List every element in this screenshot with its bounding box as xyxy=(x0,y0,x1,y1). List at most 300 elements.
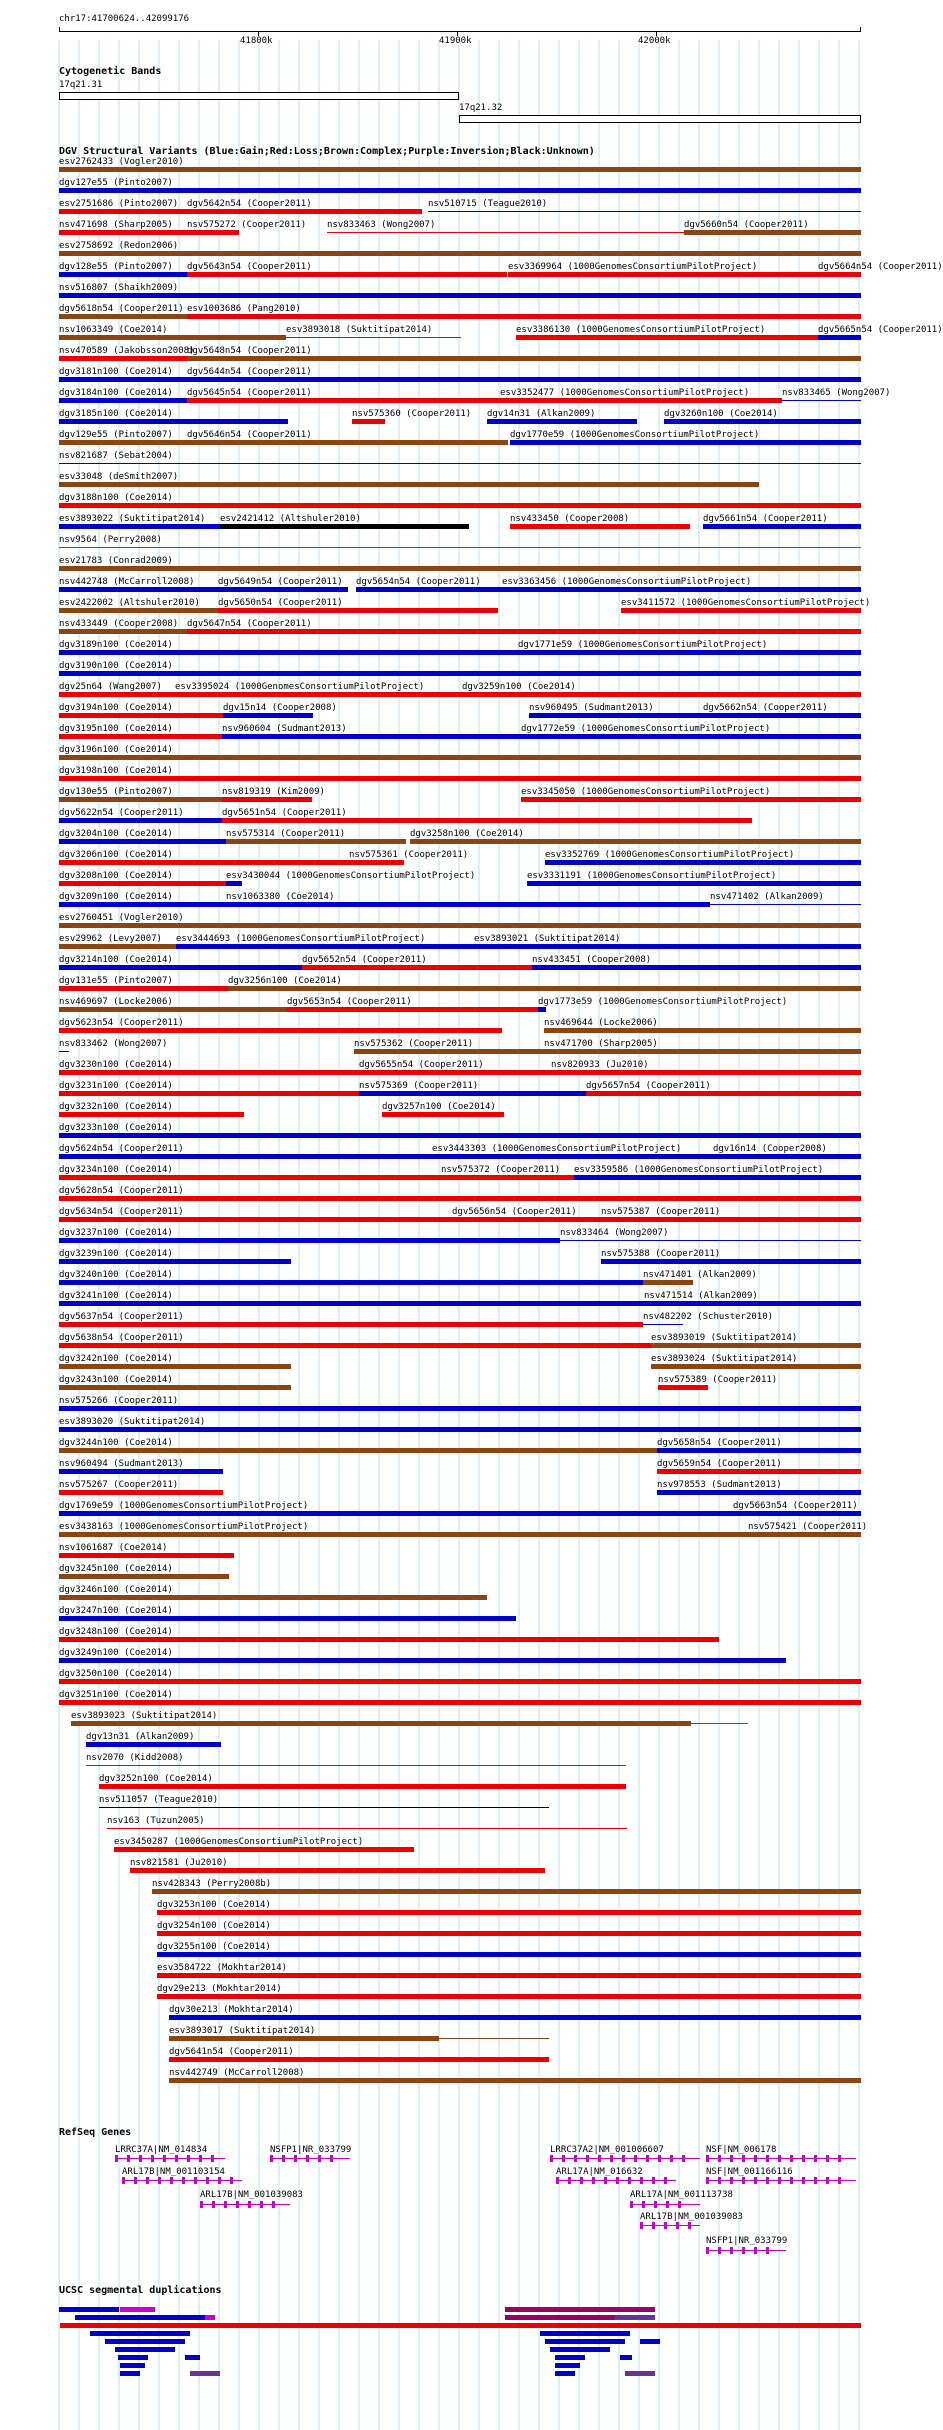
dgv-variant-bar[interactable] xyxy=(59,1343,651,1348)
dgv-variant-bar[interactable] xyxy=(59,1217,452,1222)
segdup-block[interactable] xyxy=(615,2315,655,2320)
dgv-variant-label: dgv3257n100 (Coe2014) xyxy=(382,1102,496,1112)
dgv-variant-bar[interactable] xyxy=(59,1553,234,1558)
dgv-variant-bar[interactable] xyxy=(327,232,684,233)
dgv-variant-bar[interactable] xyxy=(59,818,222,823)
dgv-variant-label: nsv2070 (Kidd2008) xyxy=(86,1753,184,1763)
cytoband-17q21-32[interactable] xyxy=(459,115,861,123)
refseq-exon xyxy=(646,2155,649,2162)
segdup-block[interactable] xyxy=(120,2307,155,2312)
refseq-gene-label[interactable]: ARL17A|NM_016632 xyxy=(556,2167,643,2177)
dgv-variant-bar[interactable] xyxy=(527,881,861,886)
dgv-variant-bar[interactable] xyxy=(500,398,782,403)
refseq-gene-line[interactable] xyxy=(706,2158,856,2159)
dgv-variant-bar[interactable] xyxy=(226,902,710,907)
dgv-variant-label: esv3352769 (1000GenomesConsortiumPilotProject) xyxy=(545,850,795,860)
segdup-block[interactable] xyxy=(505,2315,615,2320)
dgv-variant-bar[interactable] xyxy=(382,1112,504,1117)
segdup-block[interactable] xyxy=(505,2307,655,2312)
dgv-variant-bar[interactable] xyxy=(59,1301,644,1306)
dgv-variant-bar[interactable] xyxy=(130,1868,545,1873)
dgv-variant-bar[interactable] xyxy=(59,860,349,865)
dgv-variant-bar[interactable] xyxy=(657,1469,861,1474)
dgv-variant-label: dgv3194n100 (Coe2014) xyxy=(59,703,173,713)
segdup-block[interactable] xyxy=(205,2315,215,2320)
dgv-variant-bar[interactable] xyxy=(59,547,861,548)
dgv-variant-bar[interactable] xyxy=(59,1028,502,1033)
dgv-variant-bar[interactable] xyxy=(410,839,861,844)
dgv-variant-bar[interactable] xyxy=(59,440,187,445)
dgv-variant-bar[interactable] xyxy=(59,1051,69,1052)
refseq-exon xyxy=(318,2155,321,2162)
dgv-variant-bar[interactable] xyxy=(691,1723,748,1724)
dgv-variant-bar[interactable] xyxy=(59,692,175,697)
dgv-variant-label: nsv9564 (Perry2008) xyxy=(59,535,162,545)
dgv-variant-bar[interactable] xyxy=(107,1828,627,1829)
dgv-variant-bar[interactable] xyxy=(462,692,861,697)
dgv-variant-label: dgv3255n100 (Coe2014) xyxy=(157,1942,271,1952)
dgv-variant-bar[interactable] xyxy=(59,608,219,613)
dgv-variant-bar[interactable] xyxy=(432,1154,713,1159)
dgv-variant-bar[interactable] xyxy=(59,1091,359,1096)
segdup-block[interactable] xyxy=(75,2315,205,2320)
dgv-variant-bar[interactable] xyxy=(59,230,187,235)
dgv-variant-bar[interactable] xyxy=(114,1847,414,1852)
dgv-variant-bar[interactable] xyxy=(574,1175,861,1180)
dgv-variant-label: nsv821687 (Sebat2004) xyxy=(59,451,173,461)
dgv-variant-bar[interactable] xyxy=(439,2038,549,2039)
segdup-block[interactable] xyxy=(620,2355,632,2360)
cytoband-17q21-31[interactable] xyxy=(59,92,459,100)
refseq-gene-line[interactable] xyxy=(550,2158,700,2159)
refseq-gene-line[interactable] xyxy=(630,2204,700,2205)
dgv-variant-bar[interactable] xyxy=(59,251,861,256)
dgv-variant-bar[interactable] xyxy=(59,776,861,781)
dgv-variant-bar[interactable] xyxy=(218,587,348,592)
dgv-variant-bar[interactable] xyxy=(59,1385,291,1390)
dgv-variant-label: dgv5618n54 (Cooper2011) xyxy=(59,304,184,314)
dgv-variant-bar[interactable] xyxy=(187,209,422,214)
refseq-exon xyxy=(814,2155,817,2162)
dgv-variant-bar[interactable] xyxy=(59,1679,861,1684)
dgv-variant-bar[interactable] xyxy=(59,398,187,403)
dgv-variant-bar[interactable] xyxy=(428,211,861,212)
dgv-variant-bar[interactable] xyxy=(538,1007,546,1012)
dgv-variant-label: esv3369964 (1000GenomesConsortiumPilotProject) xyxy=(508,262,758,272)
dgv-variant-bar[interactable] xyxy=(356,587,502,592)
dgv-variant-bar[interactable] xyxy=(352,419,385,424)
dgv-variant-bar[interactable] xyxy=(59,1595,487,1600)
dgv-variant-bar[interactable] xyxy=(169,2036,439,2041)
dgv-variant-bar[interactable] xyxy=(220,524,469,529)
dgv-variant-label: dgv5661n54 (Cooper2011) xyxy=(703,514,828,524)
dgv-variant-label: nsv575267 (Cooper2011) xyxy=(59,1480,179,1490)
dgv-variant-bar[interactable] xyxy=(223,713,313,718)
refseq-gene-label[interactable]: ARL17B|NM_001039083 xyxy=(640,2212,743,2222)
refseq-exon xyxy=(730,2247,733,2254)
dgv-variant-label: nsv833465 (Wong2007) xyxy=(782,388,891,398)
dgv-variant-bar[interactable] xyxy=(59,188,861,193)
dgv-variant-label: dgv3181n100 (Coe2014) xyxy=(59,367,173,377)
dgv-variant-bar[interactable] xyxy=(59,1196,861,1201)
refseq-exon xyxy=(802,2177,805,2184)
dgv-variant-bar[interactable] xyxy=(59,1532,748,1537)
dgv-variant-label: nsv433450 (Cooper2008) xyxy=(510,514,630,524)
dgv-variant-bar[interactable] xyxy=(222,818,752,823)
refseq-exon xyxy=(664,2177,667,2184)
dgv-variant-label: nsv575360 (Cooper2011) xyxy=(352,409,472,419)
dgv-variant-bar[interactable] xyxy=(529,713,703,718)
dgv-variant-label: dgv3254n100 (Coe2014) xyxy=(157,1921,271,1931)
segdup-block[interactable] xyxy=(550,2347,610,2352)
dgv-variant-bar[interactable] xyxy=(354,1049,544,1054)
dgv-variant-bar[interactable] xyxy=(99,1784,626,1789)
refseq-gene-line[interactable] xyxy=(115,2158,225,2159)
dgv-variant-bar[interactable] xyxy=(59,1658,786,1663)
segdup-block[interactable] xyxy=(185,2355,200,2360)
segdup-block[interactable] xyxy=(555,2363,580,2368)
refseq-exon xyxy=(678,2201,681,2208)
dgv-variant-bar[interactable] xyxy=(359,1070,551,1075)
dgv-variant-bar[interactable] xyxy=(621,608,861,613)
dgv-variant-bar[interactable] xyxy=(59,1259,291,1264)
refseq-exon xyxy=(718,2177,721,2184)
refseq-exon xyxy=(151,2155,154,2162)
dgv-variant-bar[interactable] xyxy=(86,1765,626,1766)
dgv-variant-label: nsv471401 (Alkan2009) xyxy=(643,1270,757,1280)
dgv-variant-bar[interactable] xyxy=(713,1154,861,1159)
dgv-variant-bar[interactable] xyxy=(228,986,861,991)
dgv-variant-bar[interactable] xyxy=(71,1721,691,1726)
dgv-variant-bar[interactable] xyxy=(643,1324,683,1325)
dgv-variant-label: esv3893024 (Suktitipat2014) xyxy=(651,1354,798,1364)
dgv-variant-label: esv3438163 (1000GenomesConsortiumPilotProject) xyxy=(59,1522,309,1532)
refseq-exon xyxy=(766,2155,769,2162)
dgv-variant-bar[interactable] xyxy=(59,1490,223,1495)
segdup-block[interactable] xyxy=(118,2355,148,2360)
refseq-gene-label[interactable]: NSF|NM_006178 xyxy=(706,2145,777,2155)
dgv-variant-bar[interactable] xyxy=(510,440,861,445)
dgv-variant-label: dgv5624n54 (Cooper2011) xyxy=(59,1144,184,1154)
dgv-variant-bar[interactable] xyxy=(452,1217,601,1222)
refseq-exon xyxy=(634,2155,637,2162)
refseq-gene-label[interactable]: ARL17A|NM_001113738 xyxy=(630,2190,733,2200)
dgv-variant-bar[interactable] xyxy=(59,1322,643,1327)
refseq-gene-label[interactable]: LRRC37A2|NM_001006607 xyxy=(550,2145,664,2155)
dgv-variant-bar[interactable] xyxy=(521,734,861,739)
dgv-variant-bar[interactable] xyxy=(59,1406,861,1411)
dgv-variant-bar[interactable] xyxy=(187,356,861,361)
dgv-variant-bar[interactable] xyxy=(349,860,404,865)
dgv-variant-bar[interactable] xyxy=(59,209,194,214)
dgv-variant-bar[interactable] xyxy=(59,1112,244,1117)
dgv-variant-bar[interactable] xyxy=(157,1994,861,1999)
dgv-variant-bar[interactable] xyxy=(544,1049,861,1054)
segdup-block[interactable] xyxy=(115,2347,175,2352)
dgv-variant-bar[interactable] xyxy=(748,1532,861,1537)
dgv-variant-bar[interactable] xyxy=(59,902,226,907)
dgv-variant-bar[interactable] xyxy=(187,230,239,235)
dgv-variant-bar[interactable] xyxy=(502,587,861,592)
dgv-variant-bar[interactable] xyxy=(359,1091,586,1096)
dgv-variant-label: esv3893020 (Suktitipat2014) xyxy=(59,1417,206,1427)
dgv-variant-bar[interactable] xyxy=(59,314,187,319)
dgv-variant-bar[interactable] xyxy=(560,1240,861,1241)
dgv-variant-label: dgv30e213 (Mokhtar2014) xyxy=(169,2005,294,2015)
dgv-variant-label: nsv575388 (Cooper2011) xyxy=(601,1249,721,1259)
dgv-variant-bar[interactable] xyxy=(703,713,861,718)
dgv-variant-bar[interactable] xyxy=(59,167,861,172)
dgv-variant-label: nsv819319 (Kim2009) xyxy=(222,787,325,797)
refseq-exon xyxy=(628,2177,631,2184)
dgv-variant-bar[interactable] xyxy=(59,755,861,760)
dgv-variant-bar[interactable] xyxy=(59,944,176,949)
dgv-variant-bar[interactable] xyxy=(601,1259,861,1264)
refseq-exon xyxy=(640,2222,643,2229)
dgv-variant-bar[interactable] xyxy=(187,440,508,445)
segdup-track-title[interactable]: UCSC segmental duplications xyxy=(59,2285,222,2296)
dgv-variant-bar[interactable] xyxy=(59,1364,291,1369)
refseq-exon xyxy=(790,2155,793,2162)
dgv-variant-bar[interactable] xyxy=(59,587,219,592)
dgv-variant-bar[interactable] xyxy=(157,1910,861,1915)
dgv-variant-bar[interactable] xyxy=(222,797,312,802)
dgv-variant-bar[interactable] xyxy=(187,272,507,277)
dgv-variant-bar[interactable] xyxy=(818,272,861,277)
dgv-variant-bar[interactable] xyxy=(782,400,861,401)
dgv-variant-bar[interactable] xyxy=(544,1028,861,1033)
cytoband-label-2: 17q21.32 xyxy=(459,103,503,113)
dgv-variant-bar[interactable] xyxy=(59,1154,432,1159)
dgv-variant-label: nsv575314 (Cooper2011) xyxy=(226,829,346,839)
dgv-variant-bar[interactable] xyxy=(302,965,532,970)
dgv-variant-bar[interactable] xyxy=(59,524,220,529)
dgv-variant-bar[interactable] xyxy=(157,1973,861,1978)
dgv-variant-label: dgv128e55 (Pinto2007) xyxy=(59,262,173,272)
refseq-exon xyxy=(158,2177,161,2184)
dgv-variant-bar[interactable] xyxy=(59,1175,441,1180)
dgv-variant-bar[interactable] xyxy=(510,524,690,529)
dgv-variant-bar[interactable] xyxy=(59,503,861,508)
dgv-variant-bar[interactable] xyxy=(657,1448,861,1453)
dgv-variant-bar[interactable] xyxy=(818,335,861,340)
dgv-variant-bar[interactable] xyxy=(643,1280,693,1285)
dgv-variant-label: dgv3244n100 (Coe2014) xyxy=(59,1438,173,1448)
refseq-exon xyxy=(330,2155,333,2162)
dgv-variant-bar[interactable] xyxy=(169,2015,861,2020)
dgv-variant-bar[interactable] xyxy=(59,335,286,340)
dgv-variant-label: dgv3196n100 (Coe2014) xyxy=(59,745,173,755)
dgv-variant-bar[interactable] xyxy=(59,1238,560,1243)
dgv-variant-bar[interactable] xyxy=(99,1807,549,1808)
dgv-variant-bar[interactable] xyxy=(59,1637,719,1642)
dgv-variant-bar[interactable] xyxy=(658,1385,708,1390)
dgv-variant-bar[interactable] xyxy=(644,1301,861,1306)
dgv-variant-bar[interactable] xyxy=(59,293,861,298)
dgv-variant-bar[interactable] xyxy=(59,1700,861,1705)
dgv-variant-bar[interactable] xyxy=(59,923,861,928)
dgv-variant-bar[interactable] xyxy=(59,419,288,424)
dgv-variant-bar[interactable] xyxy=(59,356,187,361)
dgv-variant-bar[interactable] xyxy=(59,1280,643,1285)
dgv-variant-label: esv33048 (deSmith2007) xyxy=(59,472,179,482)
dgv-variant-label: nsv1063349 (Coe2014) xyxy=(59,325,168,335)
segdup-block[interactable] xyxy=(640,2339,660,2344)
dgv-variant-bar[interactable] xyxy=(521,797,861,802)
refseq-gene-line[interactable] xyxy=(640,2225,700,2226)
dgv-variant-bar[interactable] xyxy=(59,482,759,487)
dgv-variant-bar[interactable] xyxy=(157,1952,861,1957)
dgv-variant-bar[interactable] xyxy=(516,335,818,340)
refseq-gene-label[interactable]: ARL17B|NM_001039083 xyxy=(200,2190,303,2200)
segdup-block[interactable] xyxy=(59,2307,119,2312)
refseq-gene-label[interactable]: LRRC37A|NM_014834 xyxy=(115,2145,208,2155)
dgv-variant-bar[interactable] xyxy=(59,1070,359,1075)
dgv-variant-bar[interactable] xyxy=(169,2078,861,2083)
refseq-exon xyxy=(134,2177,137,2184)
dgv-variant-label: nsv1063380 (Coe2014) xyxy=(226,892,335,902)
dgv-variant-bar[interactable] xyxy=(551,1070,861,1075)
dgv-variant-bar[interactable] xyxy=(286,337,461,338)
refseq-exon xyxy=(146,2177,149,2184)
dgv-variant-bar[interactable] xyxy=(545,860,861,865)
dgv-variant-label: nsv833463 (Wong2007) xyxy=(327,220,436,230)
dgv-variant-bar[interactable] xyxy=(59,671,861,676)
dgv-track-title[interactable]: DGV Structural Variants (Blue:Gain;Red:Loss;Brown:Complex;Purple:Inversion;Black:Unknown) xyxy=(59,146,595,157)
refseq-exon xyxy=(718,2155,721,2162)
refseq-exon xyxy=(568,2177,571,2184)
dgv-variant-bar[interactable] xyxy=(287,1007,538,1012)
dgv-variant-bar[interactable] xyxy=(710,904,861,905)
segdup-block[interactable] xyxy=(105,2339,185,2344)
dgv-variant-bar[interactable] xyxy=(59,650,518,655)
segdup-block[interactable] xyxy=(120,2363,145,2368)
dgv-variant-label: esv2762433 (Vogler2010) xyxy=(59,157,184,167)
dgv-variant-bar[interactable] xyxy=(187,314,861,319)
refseq-gene-label[interactable]: NSF|NM_001166116 xyxy=(706,2167,793,2177)
dgv-variant-bar[interactable] xyxy=(441,1175,574,1180)
dgv-variant-bar[interactable] xyxy=(187,377,861,382)
refseq-gene-label[interactable]: NSFP1|NR_033799 xyxy=(706,2236,788,2246)
dgv-variant-bar[interactable] xyxy=(657,1490,861,1495)
segdup-block[interactable] xyxy=(160,2323,360,2328)
dgv-variant-bar[interactable] xyxy=(226,839,406,844)
dgv-variant-label: dgv5662n54 (Cooper2011) xyxy=(703,703,828,713)
dgv-variant-bar[interactable] xyxy=(222,734,521,739)
dgv-variant-bar[interactable] xyxy=(59,1427,861,1432)
dgv-variant-bar[interactable] xyxy=(59,734,222,739)
dgv-variant-label: esv3395024 (1000GenomesConsortiumPilotProject) xyxy=(175,682,425,692)
dgv-variant-bar[interactable] xyxy=(59,272,187,277)
dgv-variant-bar[interactable] xyxy=(59,1469,223,1474)
dgv-variant-label: dgv3247n100 (Coe2014) xyxy=(59,1606,173,1616)
dgv-variant-bar[interactable] xyxy=(59,881,226,886)
dgv-variant-bar[interactable] xyxy=(59,566,861,571)
dgv-variant-bar[interactable] xyxy=(59,463,861,464)
dgv-variant-bar[interactable] xyxy=(169,2057,549,2062)
refseq-gene-label[interactable]: NSFP1|NR_033799 xyxy=(270,2145,352,2155)
dgv-variant-bar[interactable] xyxy=(59,1007,287,1012)
segdup-block[interactable] xyxy=(625,2371,655,2376)
dgv-variant-bar[interactable] xyxy=(532,965,861,970)
dgv-variant-bar[interactable] xyxy=(518,650,861,655)
dgv-variant-bar[interactable] xyxy=(508,272,818,277)
dgv-variant-label: dgv3259n100 (Coe2014) xyxy=(462,682,576,692)
dgv-variant-bar[interactable] xyxy=(487,419,637,424)
dgv-variant-bar[interactable] xyxy=(176,944,474,949)
dgv-variant-label: nsv575421 (Cooper2011) xyxy=(748,1522,868,1532)
dgv-variant-bar[interactable] xyxy=(651,1343,861,1348)
segdup-block[interactable] xyxy=(540,2331,630,2336)
dgv-variant-bar[interactable] xyxy=(226,881,242,886)
dgv-variant-bar[interactable] xyxy=(664,419,861,424)
dgv-variant-bar[interactable] xyxy=(59,797,222,802)
dgv-variant-bar[interactable] xyxy=(175,692,462,697)
dgv-variant-bar[interactable] xyxy=(218,608,498,613)
dgv-variant-bar[interactable] xyxy=(733,1511,861,1516)
dgv-variant-bar[interactable] xyxy=(187,629,861,634)
dgv-variant-bar[interactable] xyxy=(59,965,302,970)
dgv-variant-label: dgv5657n54 (Cooper2011) xyxy=(586,1081,711,1091)
dgv-variant-bar[interactable] xyxy=(59,629,187,634)
dgv-variant-label: dgv1769e59 (1000GenomesConsortiumPilotProject) xyxy=(59,1501,309,1511)
dgv-variant-label: esv3345050 (1000GenomesConsortiumPilotProject) xyxy=(521,787,771,797)
dgv-variant-label: esv3450287 (1000GenomesConsortiumPilotProject) xyxy=(114,1837,364,1847)
dgv-variant-bar[interactable] xyxy=(651,1364,861,1369)
dgv-variant-bar[interactable] xyxy=(474,944,861,949)
segdup-block[interactable] xyxy=(555,2371,575,2376)
dgv-variant-bar[interactable] xyxy=(187,398,500,403)
refseq-track-title[interactable]: RefSeq Genes xyxy=(59,2127,132,2138)
dgv-variant-bar[interactable] xyxy=(684,230,861,235)
dgv-variant-bar[interactable] xyxy=(59,1511,733,1516)
dgv-variant-bar[interactable] xyxy=(59,986,228,991)
dgv-variant-bar[interactable] xyxy=(59,1574,229,1579)
dgv-variant-label: dgv5645n54 (Cooper2011) xyxy=(187,388,312,398)
segdup-block[interactable] xyxy=(90,2331,190,2336)
refseq-exon xyxy=(200,2201,203,2208)
dgv-variant-bar[interactable] xyxy=(152,1889,861,1894)
dgv-variant-label: nsv163 (Tuzun2005) xyxy=(107,1816,205,1826)
dgv-variant-bar[interactable] xyxy=(59,377,187,382)
segdup-block[interactable] xyxy=(190,2371,220,2376)
dgv-variant-bar[interactable] xyxy=(59,839,226,844)
refseq-exon xyxy=(664,2222,667,2229)
dgv-variant-bar[interactable] xyxy=(157,1931,861,1936)
segdup-block[interactable] xyxy=(120,2371,140,2376)
segdup-block[interactable] xyxy=(555,2355,585,2360)
dgv-variant-bar[interactable] xyxy=(59,1448,657,1453)
refseq-exon xyxy=(224,2201,227,2208)
dgv-variant-bar[interactable] xyxy=(59,1616,516,1621)
segdup-block[interactable] xyxy=(545,2339,625,2344)
dgv-variant-bar[interactable] xyxy=(586,1091,861,1096)
dgv-variant-label: nsv516807 (Shaikh2009) xyxy=(59,283,179,293)
dgv-variant-bar[interactable] xyxy=(86,1742,221,1747)
refseq-exon xyxy=(754,2247,757,2254)
refseq-gene-line[interactable] xyxy=(706,2180,856,2181)
dgv-variant-label: nsv960494 (Sudmant2013) xyxy=(59,1459,184,1469)
refseq-gene-label[interactable]: ARL17B|NM_001103154 xyxy=(122,2167,225,2177)
dgv-variant-label: nsv575266 (Cooper2011) xyxy=(59,1396,179,1406)
dgv-variant-label: nsv821581 (Ju2010) xyxy=(130,1858,228,1868)
cytoband-track-title[interactable]: Cytogenetic Bands xyxy=(59,66,162,77)
dgv-variant-bar[interactable] xyxy=(59,1133,861,1138)
dgv-variant-bar[interactable] xyxy=(703,524,861,529)
dgv-variant-bar[interactable] xyxy=(59,713,223,718)
dgv-variant-label: esv2758692 (Redon2006) xyxy=(59,241,179,251)
dgv-variant-bar[interactable] xyxy=(601,1217,861,1222)
